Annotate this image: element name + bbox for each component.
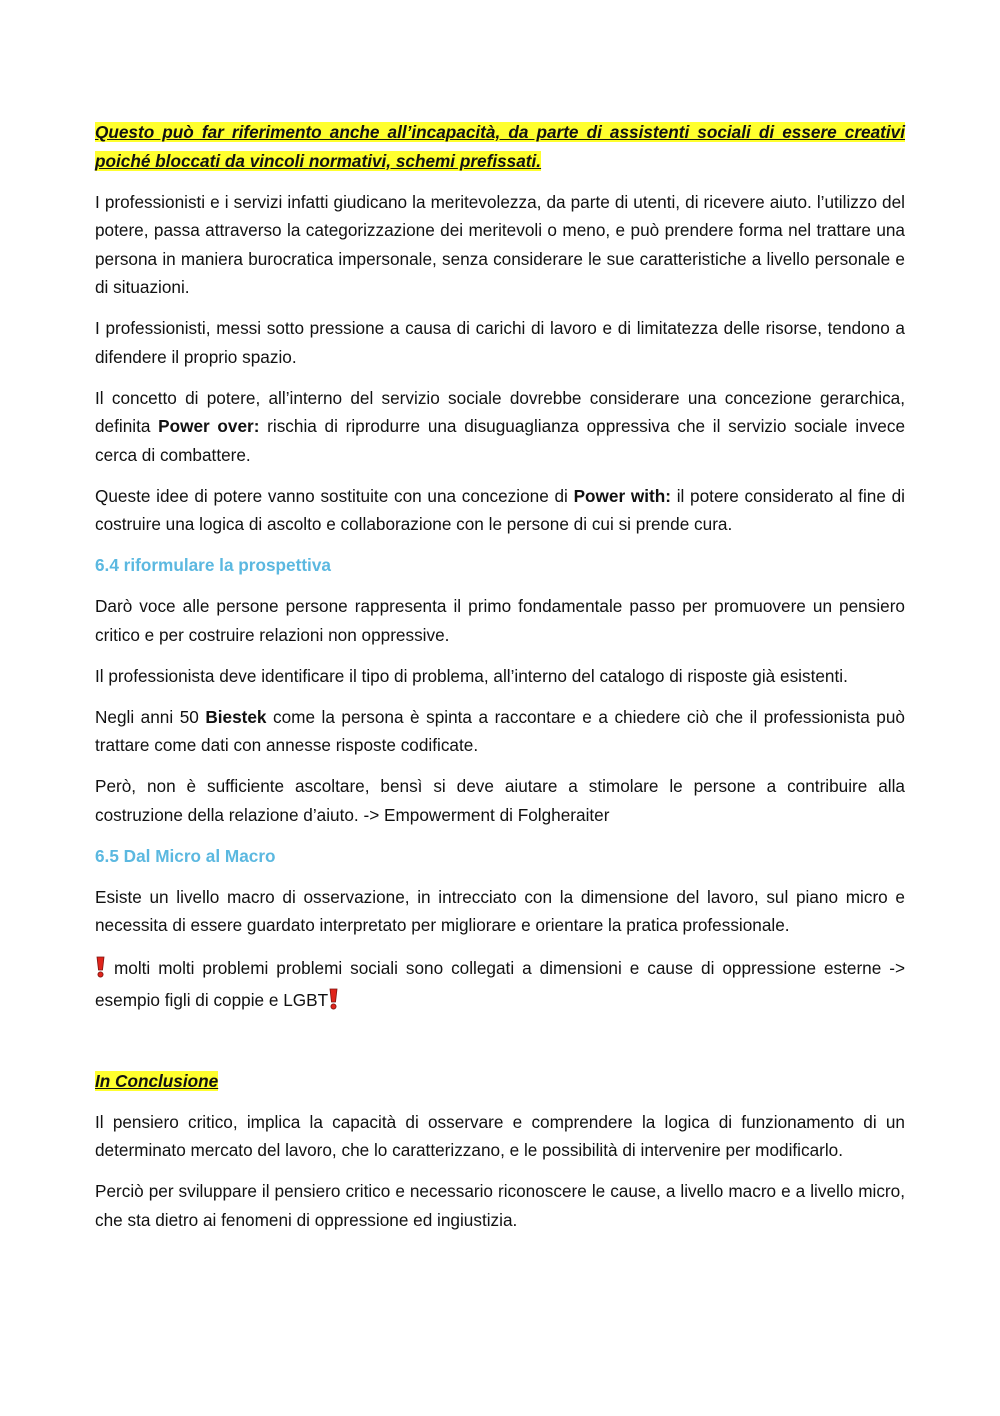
biestek-term: Biestek [205, 706, 267, 727]
paragraph-power-with [95, 482, 905, 539]
paragraph-livello-macro: Esiste un livello macro di osservazione, in intrecciato con la dimensione del lavoro, sul piano micro e necessita di essere guardato interpretato per migliorare e orientare la pratica professionale. [95, 886, 905, 935]
paragraph-dare-voce: Darò voce alle persone persone rappresenta il primo fondamentale passo per promuovere un pensiero critico e per costruire relazioni non oppressive. [95, 596, 905, 645]
paragraph-pressione: I professionisti, messi sotto pressione a causa di carichi di lavoro e di limitatezza delle risorse, tendono a difendere il proprio spazio. [95, 318, 905, 367]
power-over-term: Power over: [158, 416, 260, 436]
biestek-text-after: come la persona è spinta a raccontare e a chiedere ciò che il professionista può trattare come dati con annesse risposte codificate. [95, 706, 905, 755]
power-with-text-before: Queste idee di potere vanno sostituite con una concezione di [95, 485, 574, 506]
paragraph-meritevolezza: I professionisti e i servizi infatti giudicano la meritevolezza, da parte di utenti, di ricevere aiuto. l’utilizzo del potere, passa attraverso la categorizzazione dei meritevoli o meno, e può prendere forma nel trattare una persona in maniera burocratica impersonale, senza considerare le sue caratteristiche a livello personale e di situazioni. [95, 191, 905, 297]
exclamation-icon [96, 956, 105, 978]
power-over-text-after: rischia di riprodurre una disuguaglianza oppressiva che il servizio sociale invece cerca di combattere. [95, 416, 905, 465]
power-with-term: Power with: [573, 485, 671, 506]
power-over-text-before: Il concetto di potere, all’interno del servizio sociale dovrebbe considerare una concezione gerarchica, definita [95, 387, 905, 436]
section-heading-6-5: 6.5 Dal Micro al Macro [95, 845, 276, 866]
oppressione-text: molti molti problemi problemi sociali sono collegati a dimensioni e cause di oppressione esterne -> esempio figli di coppie e LGBT [95, 958, 905, 1010]
paragraph-professionista: Il professionista deve identificare il tipo di problema, all’interno del catalogo di risposte già esistenti. [95, 665, 848, 686]
paragraph-oppressione [95, 952, 905, 1016]
document-page [95, 118, 905, 1247]
exclamation-icon [329, 988, 338, 1010]
highlighted-paragraph [95, 118, 905, 175]
paragraph-pensiero-critico: Il pensiero critico, implica la capacità di osservare e comprendere la logica di funzionamento di un determinato mercato del lavoro, che lo caratterizzano, e le possibilità di intervenire per modificarlo. [95, 1111, 905, 1160]
highlighted-text: Questo può far riferimento anche all’incapacità, da parte di assistenti sociali di essere creativi poiché bloccati da vincoli normativi, schemi prefissati. [95, 122, 905, 171]
section-heading-6-4: 6.4 riformulare la prospettiva [95, 555, 331, 575]
spacer [95, 1029, 905, 1067]
conclusion-title: In Conclusione [95, 1070, 219, 1091]
biestek-text-before: Negli anni 50 [95, 706, 206, 727]
paragraph-cause: Perciò per sviluppare il pensiero critico e necessario riconoscere le cause, a livello macro e a livello micro, che sta dietro ai fenomeni di oppressione ed ingiustizia. [95, 1181, 905, 1230]
power-with-text-after: il potere considerato al fine di costruire una logica di ascolto e collaborazione con le persone di cui si prende cura. [95, 485, 905, 534]
paragraph-biestek [95, 703, 905, 760]
paragraph-empowerment: Però, non è sufficiente ascoltare, bensì si deve aiutare a stimolare le persone a contribuire alla costruzione della relazione d’aiuto. -> Empowerment di Folgheraiter [95, 776, 905, 825]
paragraph-power-over [95, 384, 905, 470]
conclusion-heading [95, 1067, 905, 1096]
